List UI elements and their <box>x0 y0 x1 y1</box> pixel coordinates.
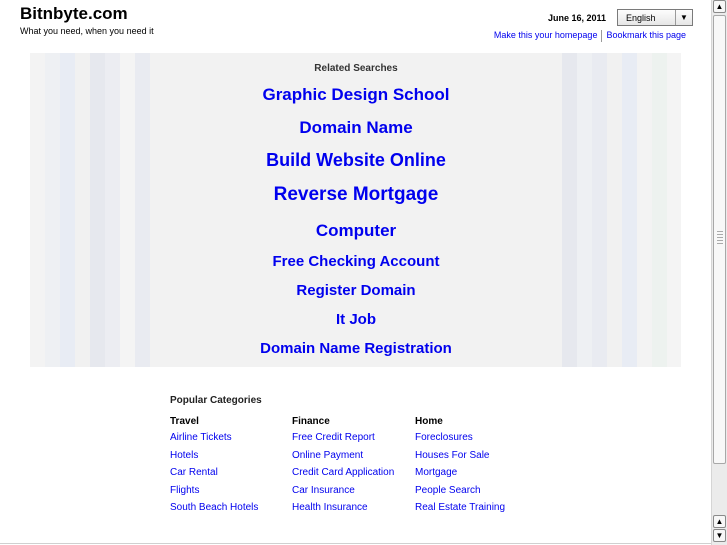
stripe <box>667 53 681 367</box>
chevron-down-icon[interactable]: ▼ <box>675 10 692 25</box>
category-link[interactable]: Car Insurance <box>292 484 355 496</box>
popular-categories-title: Popular Categories <box>170 395 262 406</box>
category-link[interactable]: South Beach Hotels <box>170 502 259 513</box>
category-link[interactable]: Credit Card Application <box>292 467 395 478</box>
category-link[interactable]: Houses For Sale <box>415 449 490 461</box>
left-stripe-decoration <box>30 53 150 367</box>
category-heading: Finance <box>292 416 330 427</box>
stripe <box>607 53 622 367</box>
make-homepage-link[interactable]: Make this your homepage <box>493 30 598 40</box>
vertical-scrollbar[interactable] <box>711 0 727 545</box>
category-column-finance <box>292 416 422 520</box>
language-select[interactable] <box>617 9 693 26</box>
scroll-up-icon[interactable]: ▲ <box>713 515 726 528</box>
stripe <box>90 53 105 367</box>
category-link[interactable]: Flights <box>170 484 200 496</box>
category-heading: Travel <box>170 416 199 427</box>
category-link[interactable]: People Search <box>415 484 481 496</box>
stripe <box>622 53 637 367</box>
category-column-travel <box>170 416 300 520</box>
right-stripe-decoration <box>562 53 681 367</box>
related-link[interactable]: Computer <box>315 221 397 240</box>
stripe <box>652 53 667 367</box>
site-tagline: What you need, when you need it <box>20 26 154 36</box>
language-value: English <box>626 13 656 23</box>
popular-categories <box>170 395 550 513</box>
related-link[interactable]: Free Checking Account <box>272 253 440 270</box>
stripe <box>60 53 75 367</box>
site-title[interactable]: Bitnbyte.com <box>20 4 128 23</box>
category-link[interactable]: Hotels <box>170 449 199 461</box>
related-searches-title: Related Searches <box>314 63 398 74</box>
category-heading: Home <box>415 416 443 427</box>
stripe <box>637 53 652 367</box>
link-divider <box>601 30 602 42</box>
stripe <box>135 53 150 367</box>
top-links <box>494 30 686 42</box>
category-link[interactable]: Real Estate Training <box>415 502 506 513</box>
related-link[interactable]: Domain Name Registration <box>260 340 452 357</box>
stripe <box>105 53 120 367</box>
scroll-down-icon[interactable]: ▼ <box>713 529 726 542</box>
category-link[interactable]: Health Insurance <box>292 502 368 513</box>
bookmark-link[interactable]: Bookmark this page <box>606 30 686 40</box>
related-link[interactable]: Graphic Design School <box>262 85 450 104</box>
category-link[interactable]: Free Credit Report <box>292 432 375 443</box>
category-link[interactable]: Online Payment <box>292 449 364 461</box>
stripe <box>45 53 60 367</box>
related-link[interactable]: Domain Name <box>299 118 413 137</box>
related-searches-panel <box>150 53 562 367</box>
related-link[interactable]: Register Domain <box>296 282 416 299</box>
grip-icon <box>717 231 723 245</box>
category-link[interactable]: Airline Tickets <box>170 432 232 443</box>
stripe <box>562 53 577 367</box>
related-link[interactable]: Reverse Mortgage <box>273 184 439 205</box>
stripe <box>75 53 90 367</box>
related-link[interactable]: Build Website Online <box>266 150 446 170</box>
stripe <box>120 53 135 367</box>
category-column-home <box>415 416 545 520</box>
scrollbar-thumb[interactable] <box>713 15 726 464</box>
stripe <box>577 53 592 367</box>
current-date: June 16, 2011 <box>548 13 607 23</box>
scroll-up-icon[interactable]: ▲ <box>713 0 726 13</box>
category-link[interactable]: Foreclosures <box>415 432 473 443</box>
category-link[interactable]: Mortgage <box>415 467 458 478</box>
stripe <box>592 53 607 367</box>
stripe <box>30 53 45 367</box>
related-link[interactable]: It Job <box>336 311 376 328</box>
bottom-divider <box>0 543 711 544</box>
category-link[interactable]: Car Rental <box>170 467 218 478</box>
